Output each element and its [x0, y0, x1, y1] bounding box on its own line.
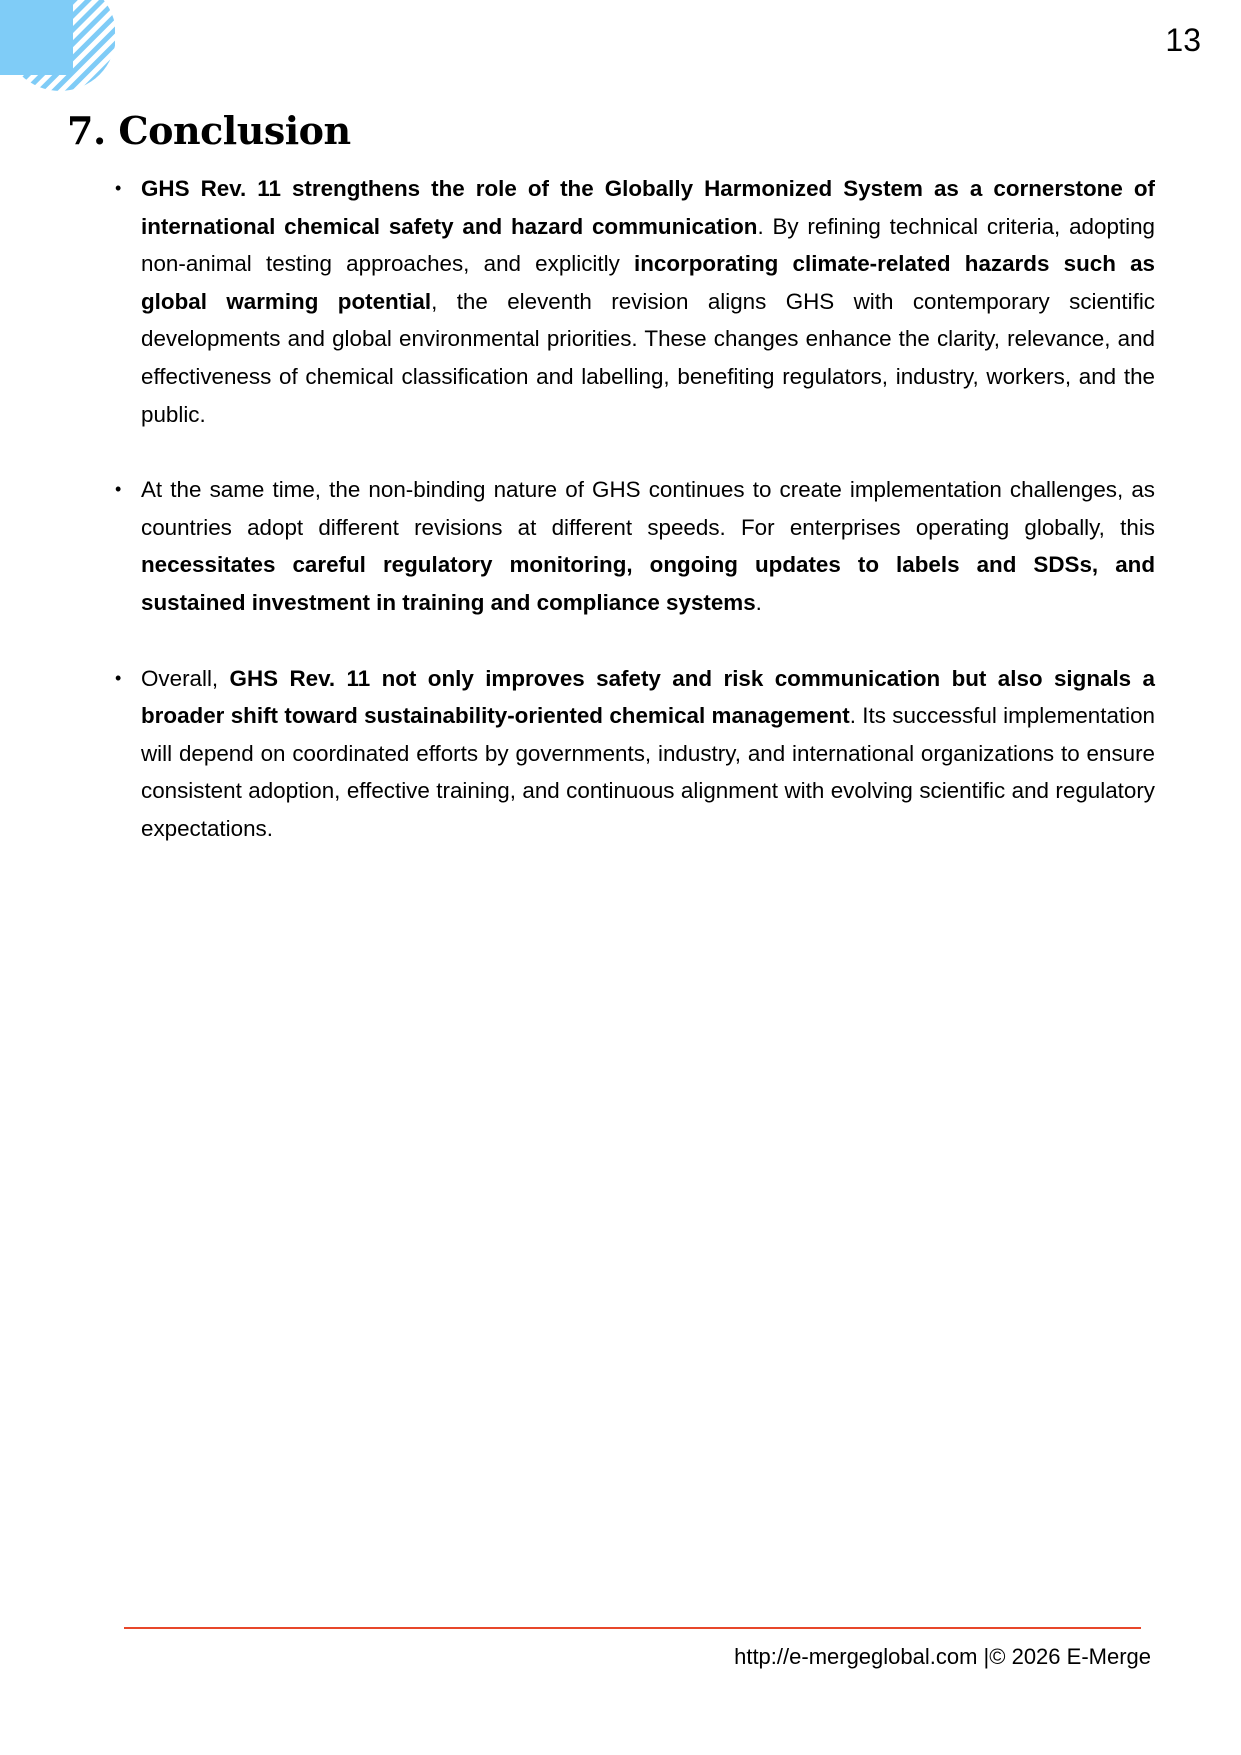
bullet-text: . — [755, 589, 762, 615]
bullet-text-bold: GHS Rev. 11 strengthens the role of the Globally Harmonized System as a cornerstone of international chemical safety and hazard communication — [141, 176, 1155, 239]
conclusion-bullet-list — [115, 170, 1155, 848]
bullet-text: . Its successful implementation will depend on coordinated efforts by governments, industry, and international organizations to ensure consistent adoption, effective training, and continuous alignment with evolving scientific and regulatory expectations. — [141, 703, 1156, 841]
bullet-text: , the eleventh revision aligns GHS with contemporary scientific developments and global environmental priorities. These changes enhance the clarity, relevance, and effectiveness of chemical classification and labelling, benefiting regulators, industry, workers, and the public. — [141, 288, 1155, 427]
bullet-dot-icon: • — [115, 479, 122, 500]
bullet-item — [115, 471, 1155, 621]
bullet-text: At the same time, the non-binding nature of GHS continues to create implementation challenges, as countries adopt different revisions at different speeds. For enterprises operating globally, this — [141, 477, 1155, 540]
bullet-text-bold: GHS Rev. 11 not only improves safety and risk communication but also signals a broader shift toward sustainability-oriented chemical management — [141, 665, 1155, 729]
bullet-text-bold: incorporating climate-related hazards such as global warming potential — [141, 251, 1155, 314]
page-number: 13 — [1165, 22, 1201, 58]
bullet-text: Overall, — [141, 665, 230, 691]
conclusion-content — [115, 170, 1155, 848]
bullet-dot-icon: • — [115, 178, 122, 198]
section-heading: 7. Conclusion — [67, 108, 351, 153]
bullet-item — [115, 170, 1155, 433]
bullet-dot-icon: • — [115, 667, 122, 688]
bullet-item — [115, 660, 1155, 848]
bullet-text-bold: necessitates careful regulatory monitoring, ongoing updates to labels and SDSs, and sustained investment in training and compliance systems — [141, 552, 1155, 615]
bullet-text: . By refining technical criteria, adopting non-animal testing approaches, and explicitly — [141, 213, 1155, 277]
corner-decoration-icon — [0, 0, 115, 100]
footer-divider — [124, 1627, 1141, 1629]
footer-link-copyright[interactable]: http://e-mergeglobal.com |© 2026 E-Merge — [734, 1644, 1151, 1669]
